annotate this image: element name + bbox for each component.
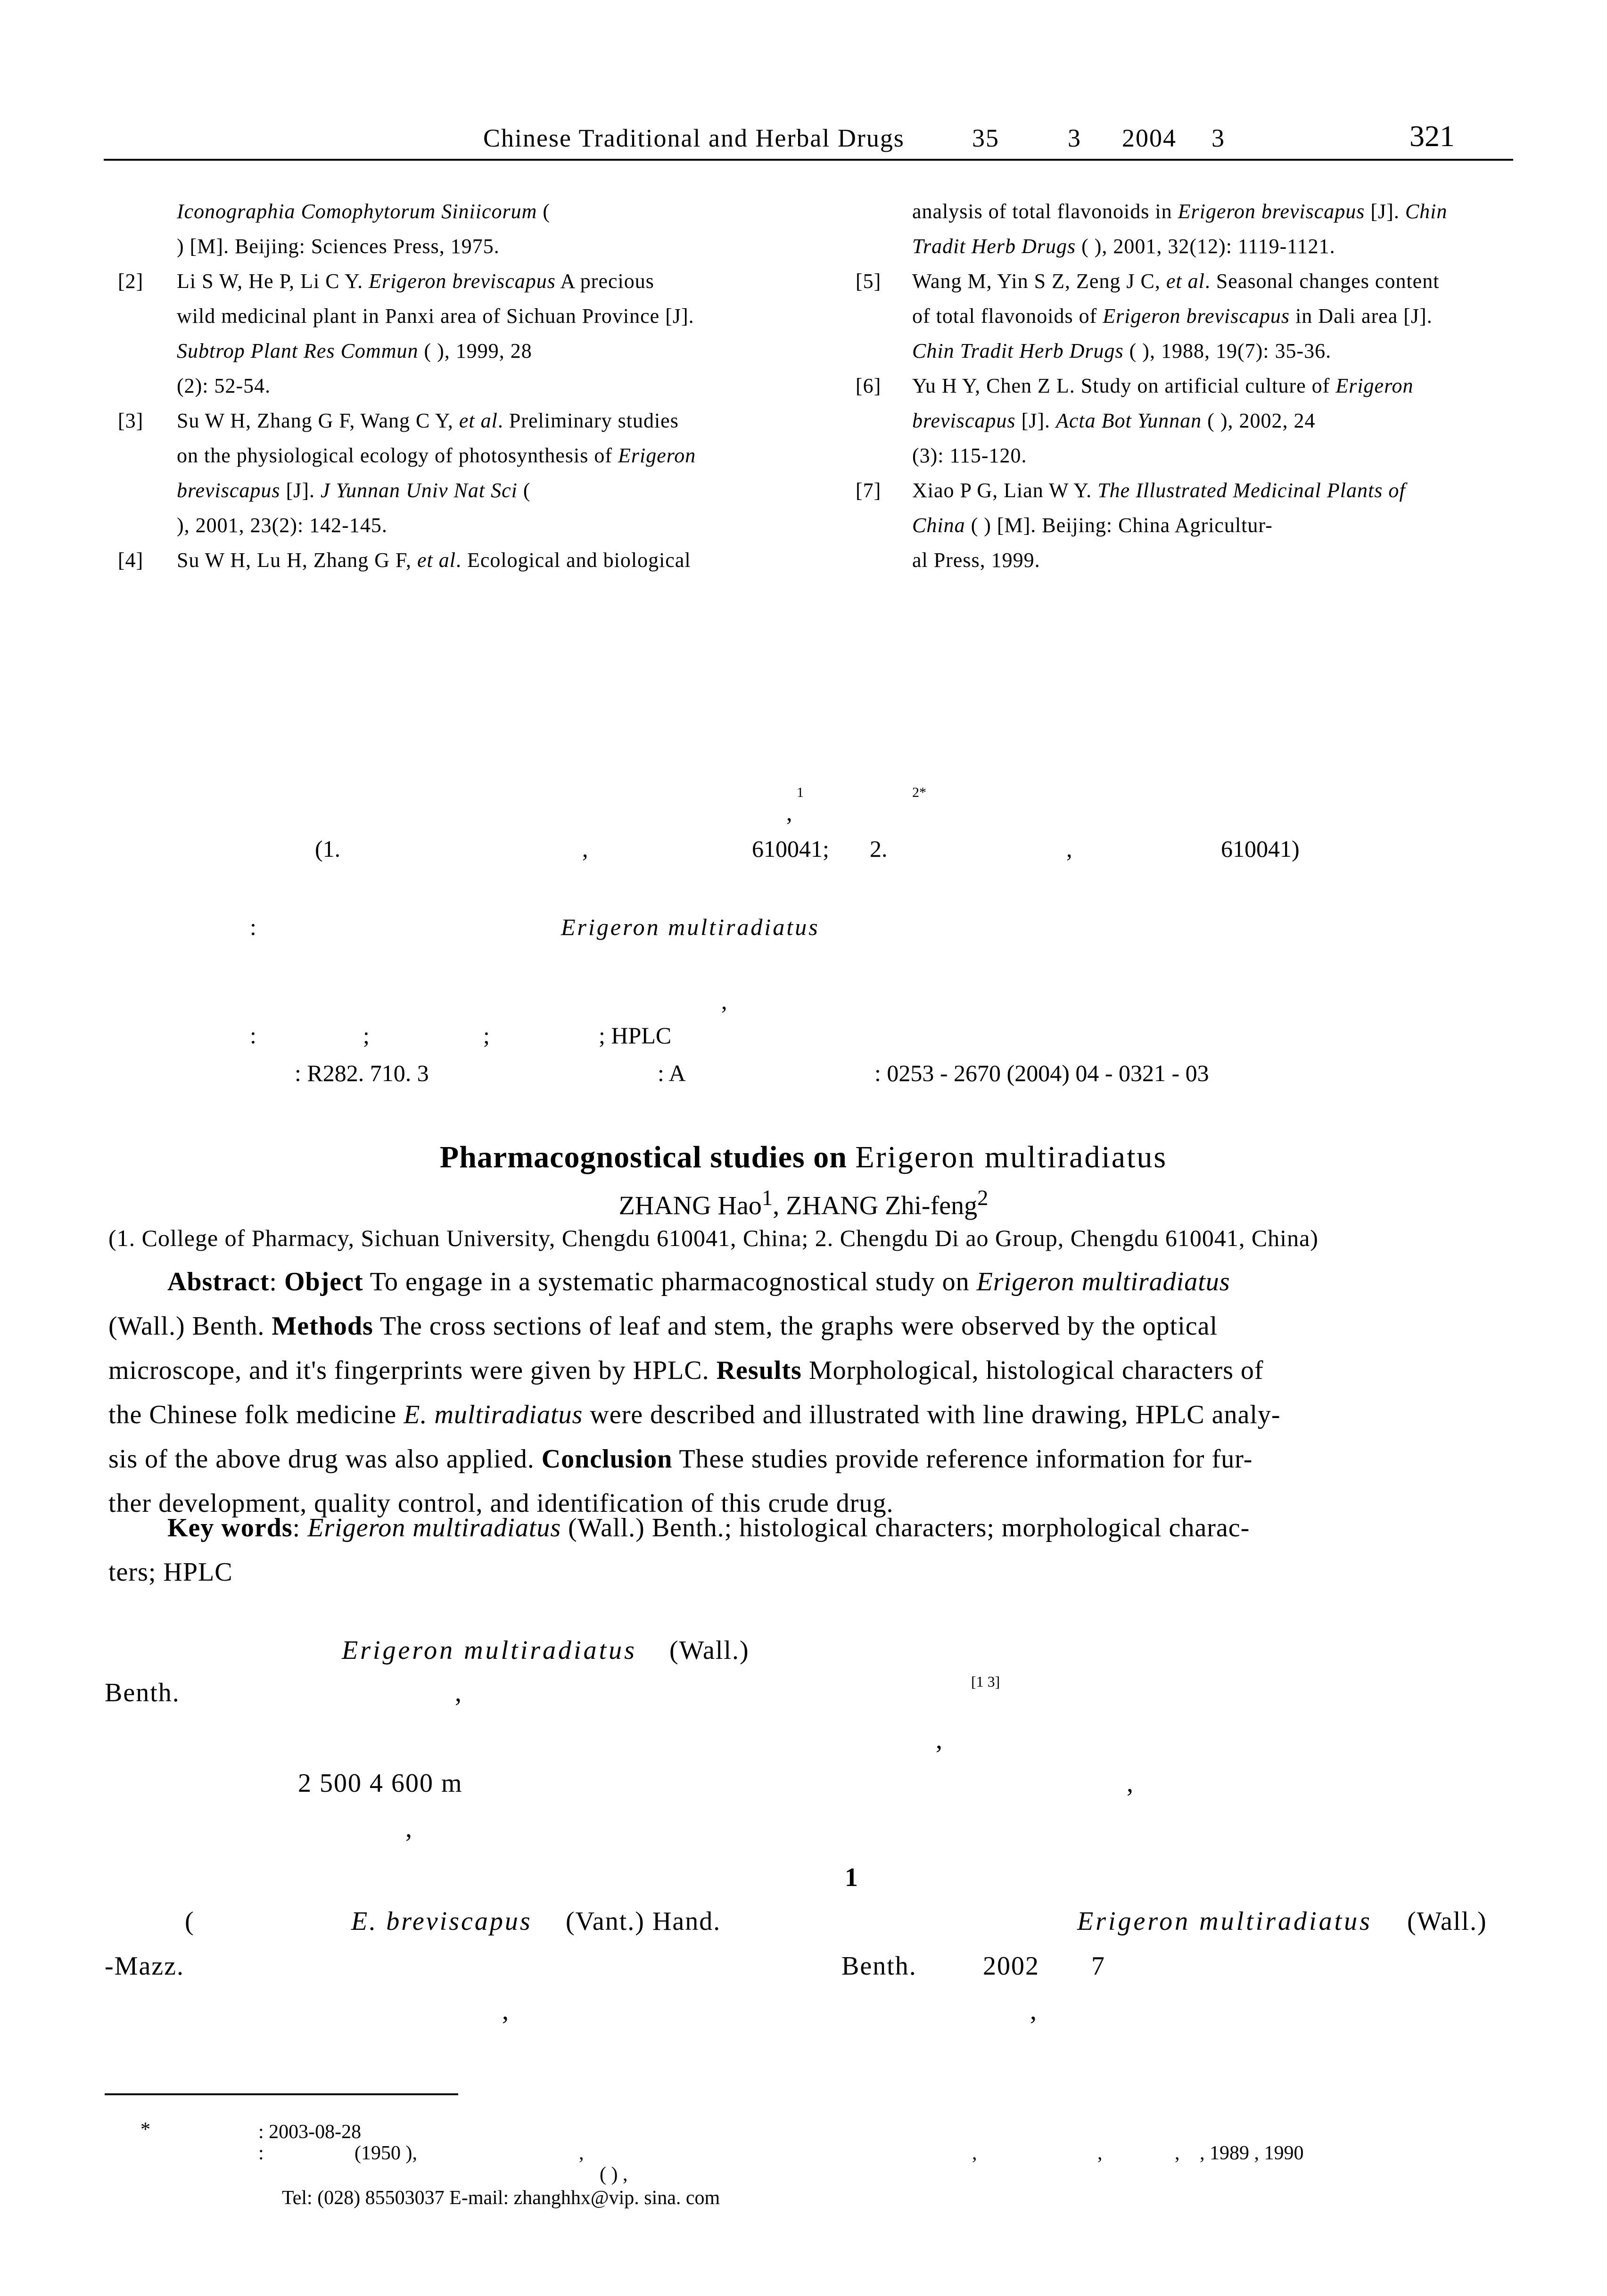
- issue-number: 3: [1068, 124, 1081, 152]
- body-altitude-range: 2 500 4 600 m: [298, 1769, 463, 1798]
- footnote-rule: [105, 2093, 458, 2095]
- reference-line: (2): 52-54.: [177, 374, 271, 397]
- reference-line: Su W H, Zhang G F, Wang C Y, et al. Preliminary studies: [177, 409, 679, 432]
- body-wall-1: (Wall.): [669, 1636, 750, 1665]
- reference-line: Yu H Y, Chen Z L. Study on artificial culture of Erigeron: [912, 374, 1414, 397]
- affil-zip-2: 610041): [1221, 836, 1300, 862]
- affil-comma-2: ,: [1066, 836, 1072, 862]
- journal-name: Chinese Traditional and Herbal Drugs: [483, 124, 905, 152]
- body-benth-2: Benth.: [841, 1952, 917, 1981]
- footnote-years: , 1989 , 1990: [1200, 2142, 1304, 2164]
- abstract-comma: ,: [721, 988, 727, 1014]
- reference-line: Subtrop Plant Res Commun ( ), 1999, 28: [177, 339, 532, 362]
- reference-text: [177, 543, 691, 578]
- keywords-hplc: ; HPLC: [599, 1022, 672, 1049]
- reference-number: [4]: [118, 549, 144, 572]
- footnote-comma-1: ,: [579, 2142, 584, 2164]
- abstract-species: Erigeron multiradiatus: [561, 914, 820, 940]
- reference-line: wild medicinal plant in Panxi area of Sichuan Province [J].: [177, 304, 694, 328]
- text-line: Key words: Erigeron multiradiatus (Wall.) Benth.; histological characters; morphological charac-: [167, 1513, 1250, 1542]
- body-species-2: E. breviscapus: [351, 1907, 532, 1936]
- reference-text: [177, 403, 696, 543]
- footnote-contact: Tel: (028) 85503037 E-mail: zhanghhx@vip. sina. com: [282, 2187, 720, 2209]
- author-sup-2: 2*: [912, 785, 926, 800]
- reference-text: [912, 264, 1439, 369]
- reference-line: Li S W, He P, Li C Y. Erigeron breviscapus A precious: [177, 270, 654, 293]
- reference-number: [3]: [118, 409, 144, 432]
- reference-line: Wang M, Yin S Z, Zeng J C, et al. Seasonal changes content: [912, 270, 1440, 293]
- reference-text: [912, 473, 1406, 578]
- english-keywords: [108, 1506, 1513, 1594]
- body-species-3: Erigeron multiradiatus: [1077, 1907, 1372, 1936]
- footnote-received-date: : 2003-08-28: [258, 2121, 362, 2143]
- body-vant-hand: (Vant.) Hand.: [566, 1907, 721, 1936]
- text-line: ther development, quality control, and identification of this crude drug.: [108, 1489, 894, 1518]
- reference-number: [6]: [856, 374, 882, 397]
- reference-line: Su W H, Lu H, Zhang G F, et al. Ecological and biological: [177, 549, 691, 572]
- reference-line: Chin Tradit Herb Drugs ( ), 1988, 19(7): 35-36.: [912, 339, 1332, 362]
- footnote-paren: ( ) ,: [600, 2164, 628, 2185]
- footnote-comma-2: ,: [972, 2142, 977, 2164]
- reference-line: of total flavonoids of Erigeron breviscapus in Dali area [J].: [912, 304, 1433, 328]
- body-comma-3: ,: [1127, 1769, 1134, 1798]
- reference-line: (3): 115-120.: [912, 444, 1027, 467]
- body-mazz: -Mazz.: [105, 1952, 185, 1981]
- article-id: : 0253 - 2670 (2004) 04 - 0321 - 03: [874, 1060, 1209, 1086]
- author-comma: ,: [786, 799, 792, 826]
- section-heading-1: 1: [845, 1863, 858, 1892]
- keywords-colon: :: [250, 1022, 256, 1049]
- reference-line: on the physiological ecology of photosynthesis of Erigeron: [177, 444, 696, 467]
- text-line: Abstract: Object To engage in a systematic pharmacognostical study on Erigeron multiradiatus: [167, 1267, 1230, 1296]
- text-line: microscope, and it's fingerprints were given by HPLC. Results Morphological, histological characters of: [108, 1356, 1264, 1385]
- text-line: (Wall.) Benth. Methods The cross sections of leaf and stem, the graphs were observed by the optical: [108, 1312, 1218, 1341]
- month: 3: [1211, 124, 1225, 152]
- reference-line: analysis of total flavonoids in Erigeron breviscapus [J]. Chin: [912, 200, 1448, 223]
- year: 2004: [1122, 124, 1177, 152]
- affil-comma-1: ,: [582, 836, 588, 862]
- footnote-bio-colon: :: [258, 2142, 264, 2164]
- volume-number: 35: [972, 124, 999, 152]
- body-month: 7: [1091, 1952, 1105, 1981]
- reference-line: ) [M]. Beijing: Sciences Press, 1975.: [177, 235, 500, 258]
- body-comma-2: ,: [936, 1725, 943, 1755]
- text-line: the Chinese folk medicine E. multiradiatus were described and illustrated with line drawing, HPLC analy-: [108, 1400, 1281, 1429]
- reference-line: breviscapus [J]. J Yunnan Univ Nat Sci (: [177, 479, 531, 502]
- text-line: sis of the above drug was also applied. Conclusion These studies provide reference information for fur-: [108, 1444, 1253, 1474]
- reference-line: breviscapus [J]. Acta Bot Yunnan ( ), 2002, 24: [912, 409, 1316, 432]
- text-line: ters; HPLC: [108, 1558, 233, 1587]
- english-affiliation: (1. College of Pharmacy, Sichuan University, Chengdu 610041, China; 2. Chengdu Di ao Group, Chengdu 610041, China): [108, 1225, 1319, 1251]
- keywords-sep-2: ;: [483, 1022, 490, 1049]
- affil-open: (1.: [315, 836, 341, 862]
- reference-number: [7]: [856, 479, 882, 502]
- footnote-birth-year: (1950 ),: [354, 2142, 417, 2164]
- reference-text: [912, 194, 1447, 264]
- english-title-main: Pharmacognostical studies on: [439, 1140, 847, 1174]
- body-species-1: Erigeron multiradiatus: [342, 1636, 637, 1665]
- affil-2: 2.: [870, 836, 888, 862]
- clc-number: : R282. 710. 3: [295, 1060, 429, 1086]
- body-paren-open: (: [185, 1907, 195, 1936]
- body-comma-1: ,: [455, 1678, 462, 1707]
- author-sup-1: 1: [797, 785, 804, 800]
- reference-text: [177, 264, 694, 403]
- header-rule: [104, 159, 1513, 161]
- english-title: [0, 1140, 1607, 1175]
- reference-text: [177, 194, 550, 264]
- reference-line: Xiao P G, Lian W Y. The Illustrated Medicinal Plants of: [912, 479, 1406, 502]
- footnote-comma-3: ,: [1097, 2142, 1103, 2164]
- reference-text: [912, 369, 1414, 473]
- reference-number: [2]: [118, 270, 144, 293]
- abstract-colon: :: [250, 914, 256, 940]
- body-comma-6: ,: [1030, 1996, 1038, 2025]
- footnote-star: *: [140, 2119, 150, 2140]
- reference-line: Iconographia Comophytorum Siniicorum (: [177, 200, 551, 223]
- reference-number: [5]: [856, 270, 882, 293]
- english-title-species: Erigeron multiradiatus: [855, 1140, 1168, 1174]
- reference-line: China ( ) [M]. Beijing: China Agricultur-: [912, 514, 1273, 537]
- body-citation-1-3: [1 3]: [971, 1673, 1000, 1690]
- reference-line: Tradit Herb Drugs ( ), 2001, 32(12): 1119-1121.: [912, 235, 1335, 258]
- page-number: 321: [1409, 119, 1455, 153]
- body-benth-1: Benth.: [105, 1678, 180, 1707]
- keywords-sep-1: ;: [363, 1022, 370, 1049]
- reference-line: ), 2001, 23(2): 142-145.: [177, 514, 387, 537]
- document-code: : A: [658, 1060, 686, 1086]
- body-comma-5: ,: [502, 1996, 510, 2025]
- english-abstract: [108, 1260, 1513, 1525]
- footnote-comma-4: ,: [1175, 2142, 1180, 2164]
- english-authors: ZHANG Hao$^1$, ZHANG Zhi-feng$^2$: [618, 1186, 989, 1221]
- reference-line: al Press, 1999.: [912, 549, 1040, 572]
- body-wall-2: (Wall.): [1407, 1907, 1487, 1936]
- body-comma-4: ,: [405, 1814, 413, 1843]
- affil-zip-1: 610041;: [752, 836, 829, 862]
- body-year: 2002: [983, 1952, 1039, 1981]
